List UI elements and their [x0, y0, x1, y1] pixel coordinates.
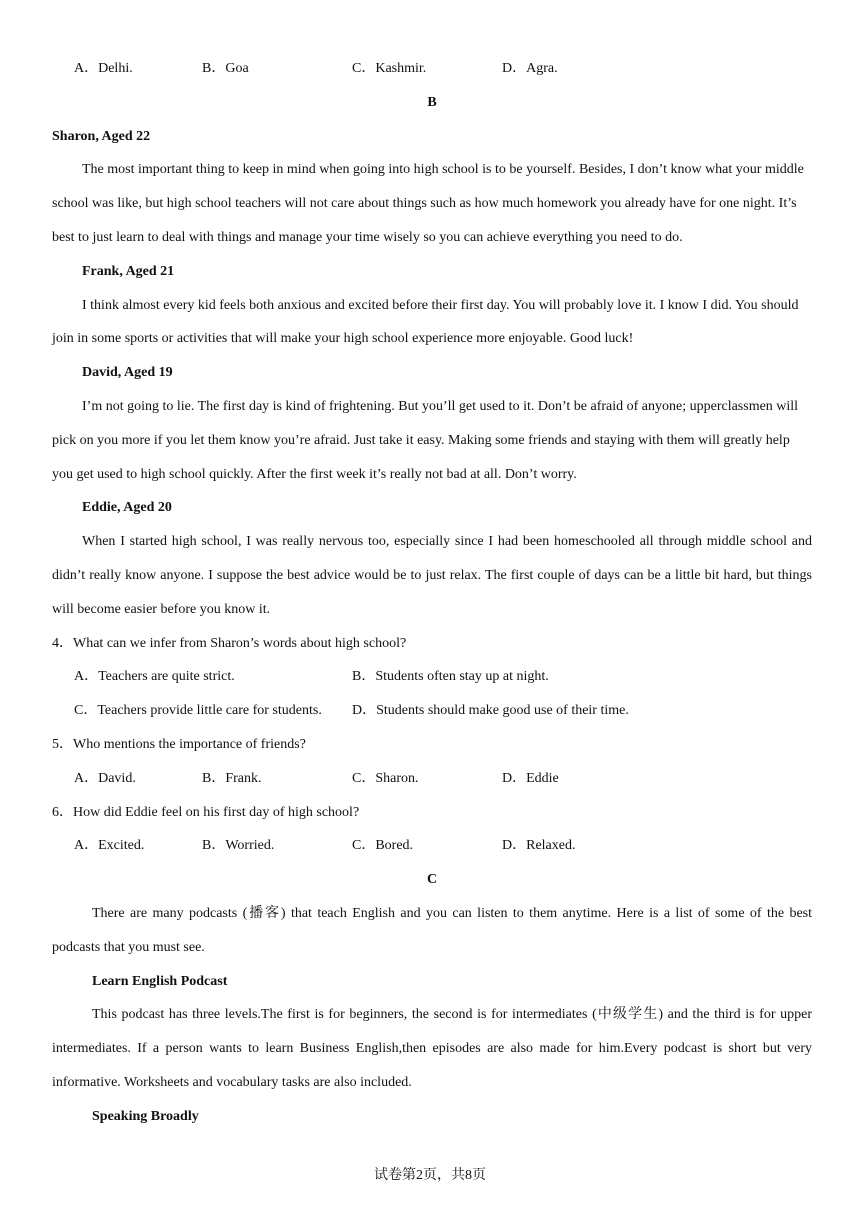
q5-option-d[interactable]: D．Eddie: [502, 770, 559, 786]
question-4-stem: 4．What can we infer from Sharon’s words about high school?: [52, 635, 407, 651]
q4-option-a[interactable]: A．Teachers are quite strict.: [74, 669, 235, 685]
q4-option-b[interactable]: B．Students often stay up at night.: [352, 669, 549, 685]
person-name-sharon: Sharon, Aged 22: [52, 128, 151, 144]
podcast-1-title: Learn English Podcast: [92, 973, 228, 989]
exam-page: [52, 52, 812, 1134]
q4-options-row1: [52, 660, 812, 694]
q3-option-b[interactable]: B．Goa: [202, 61, 249, 76]
q3-options: [52, 52, 812, 86]
q6-option-d[interactable]: D．Relaxed.: [502, 838, 576, 854]
q4-option-c[interactable]: C．Teachers provide little care for students.: [74, 703, 322, 719]
podcast-2-title: Speaking Broadly: [92, 1108, 199, 1124]
q6-options: [52, 829, 812, 863]
question-5-stem: 5．Who mentions the importance of friends?: [52, 736, 306, 752]
q6-option-a[interactable]: A．Excited.: [74, 838, 145, 854]
q6-option-b[interactable]: B．Worried.: [202, 838, 275, 854]
person-name-eddie: Eddie, Aged 20: [82, 500, 172, 516]
person-text-eddie: When I started high school, I was really nervous too, especially since I had been homeschooled all through middle school and didn’t really know anyone. I suppose the best advice would be to just relax. The first couple of days can be a little bit hard, but things will become easier before you know it.: [52, 534, 812, 617]
q3-option-a[interactable]: A．Delhi.: [74, 61, 133, 76]
podcast-1-text: This podcast has three levels.The first is for beginners, the second is for intermediates (中级学生) and the third is for upper intermediates. If a person wants to learn Business English,then episodes are also made for him.Every podcast is short but very informative. Worksheets and vocabulary tasks are also included.: [52, 1007, 812, 1090]
q6-option-c[interactable]: C．Bored.: [352, 838, 414, 854]
q3-option-d[interactable]: D．Agra.: [502, 61, 558, 76]
q5-option-b[interactable]: B．Frank.: [202, 770, 262, 786]
q3-option-c[interactable]: C．Kashmir.: [352, 61, 427, 76]
q4-option-d[interactable]: D．Students should make good use of their time.: [352, 703, 629, 719]
person-text-david: I’m not going to lie. The first day is kind of frightening. But you’ll get used to it. Don’t be afraid of anyone; upperclassmen will pick on you more if you let them know you’re afraid. Just take it easy. Making some friends and staying with them will greatly help you get used to high school quickly. After the first week it’s really not bad at all. Don’t worry.: [52, 398, 799, 482]
q5-options: [52, 762, 812, 796]
q4-options-row2: [52, 694, 812, 728]
q5-option-a[interactable]: A．David.: [74, 770, 136, 786]
section-c-heading: C: [426, 872, 438, 888]
person-text-frank: I think almost every kid feels both anxious and excited before their first day. You will probably love it. I know I did. You should join in some sports or activities that will make your high school experience more enjoyable. Good luck!: [52, 297, 799, 347]
section-c-intro: There are many podcasts (播客) that teach English and you can listen to them anytime. Here is a list of some of the best podcasts that you must see.: [52, 905, 812, 955]
section-b-heading: B: [427, 94, 437, 110]
person-text-sharon: The most important thing to keep in mind when going into high school is to be yourself. Besides, I don’t know what your middle school was like, but high school teachers will not care about things such as how much homework you already have for one night. It’s best to just learn to deal with things and manage your time wisely so you can achieve everything you need to do.: [52, 162, 804, 245]
page-footer: 试卷第2页，共8页: [374, 1168, 486, 1183]
person-name-frank: Frank, Aged 21: [82, 263, 175, 279]
person-name-david: David, Aged 19: [82, 365, 173, 381]
q5-option-c[interactable]: C．Sharon.: [352, 770, 419, 786]
question-6-stem: 6．How did Eddie feel on his first day of high school?: [52, 804, 360, 820]
